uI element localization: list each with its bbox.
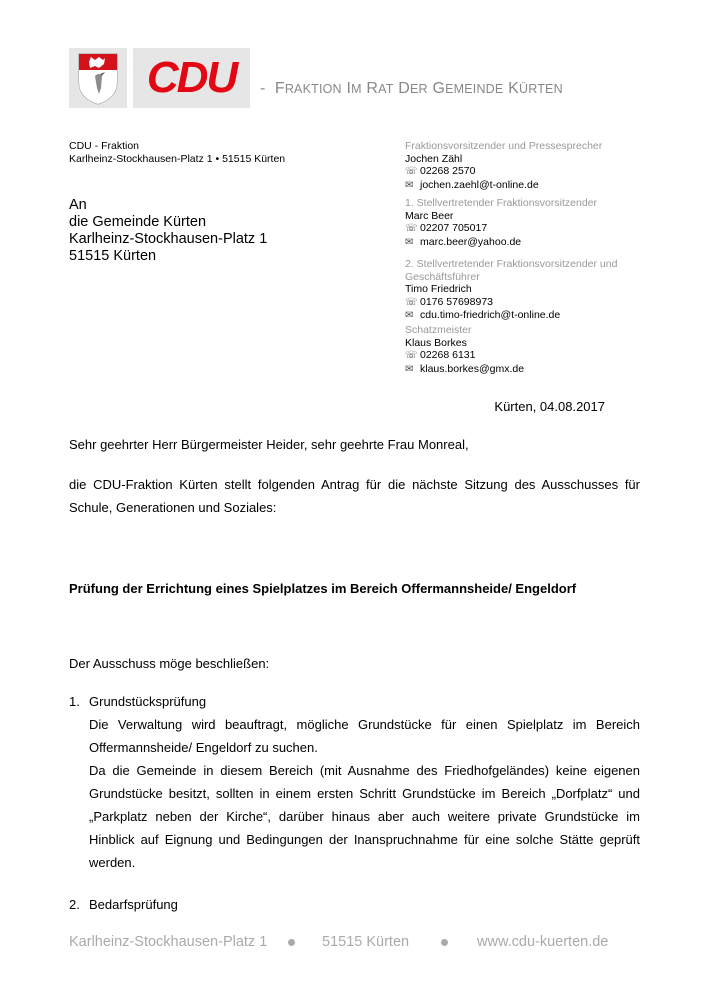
phone-icon: ☏ (405, 296, 418, 308)
list-item-title: Grundstücksprüfung (89, 694, 207, 709)
party-title (260, 80, 563, 98)
contact-role: 1. Stellvertretender Fraktionsvorsitzender (405, 197, 597, 209)
contact-email[interactable]: klaus.borkes@gmx.de (420, 362, 525, 375)
contact-email[interactable]: marc.beer@yahoo.de (420, 235, 522, 248)
contact-email[interactable]: jochen.zaehl@t-online.de (420, 178, 539, 191)
sender-line-1: CDU - Fraktion (69, 140, 140, 152)
subject-line: Prüfung der Errichtung eines Spielplatzes im Bereich Offermannsheide/ Engeldorf (69, 581, 577, 596)
list-item-number: 2. (69, 897, 80, 912)
contact-block (405, 140, 602, 192)
contact-name: Marc Beer (405, 209, 454, 222)
envelope-icon: ✉ (405, 310, 414, 321)
phone-icon: ☏ (405, 223, 418, 234)
list-item-paragraph: Da die Gemeinde in diesem Bereich (mit Ausnahme des Friedhofgeländes) keine eigenen Grundstücke besitzt, sollten in einem ersten Schritt Grundstücke im Bereich „Dorfplatz“ und „Parkplatz neben der Kirche“, darüber hinaus aber auch weitere private Grundstücke im Hinblick auf Eignung und Bedingungen der Inanspruchnahme für eine solche Stätte geprüft werden. (89, 763, 640, 870)
coat-of-arms-icon (69, 48, 127, 108)
phone-icon: ☏ (405, 350, 418, 361)
intro-paragraph: die CDU-Fraktion Kürten stellt folgenden Antrag für die nächste Sitzung des Ausschusses für Schule, Generationen und Soziales: (69, 477, 640, 515)
contact-role-continued: Geschäftsführer (405, 270, 480, 283)
title-text: FRAKTION IM RAT DER GEMEINDE KÜRTEN (274, 80, 563, 97)
contact-block (405, 324, 524, 376)
recipient-line-1: An (69, 197, 87, 213)
title-prefix: - (260, 80, 266, 97)
recipient-address (69, 197, 267, 265)
contact-name: Klaus Borkes (405, 336, 467, 349)
contact-phone: 0176 57698973 (420, 295, 493, 308)
contact-role: 2. Stellvertretender Fraktionsvorsitzender und (405, 258, 618, 270)
footer-address: Karlheinz-Stockhausen-Platz 1 (69, 934, 268, 950)
contact-name: Timo Friedrich (405, 283, 472, 295)
cdu-logo-text: CDU (146, 53, 237, 102)
envelope-icon: ✉ (405, 236, 414, 248)
coat-of-arms-logo (69, 48, 127, 108)
bullet-dot-icon (441, 939, 448, 946)
recipient-line-2: die Gemeinde Kürten (69, 214, 207, 230)
letter-date: Kürten, 04.08.2017 (494, 399, 605, 414)
recipient-line-3: Karlheinz-Stockhausen-Platz 1 (69, 231, 268, 247)
contact-phone: 02207 705017 (420, 222, 488, 234)
list-item-body (89, 713, 640, 874)
contact-phone: 02268 6131 (420, 349, 476, 361)
envelope-icon: ✉ (405, 179, 414, 191)
contact-email[interactable]: cdu.timo-friedrich@t-online.de (420, 309, 561, 321)
sender-line-2: Karlheinz-Stockhausen-Platz 1 • 51515 Kürten (69, 153, 286, 165)
recipient-line-4: 51515 Kürten (69, 248, 157, 264)
contact-block (405, 197, 597, 249)
resolution-intro: Der Ausschuss möge beschließen: (69, 656, 270, 671)
bullet-dot-icon (288, 939, 295, 946)
list-item-number: 1. (69, 694, 80, 709)
footer-city: 51515 Kürten (322, 934, 410, 950)
contact-phone: 02268 2570 (420, 165, 476, 177)
list-item-paragraph: Die Verwaltung wird beauftragt, mögliche Grundstücke für einen Spielplatz im Bereich Offermannsheide/ Engeldorf zu suchen. (89, 717, 640, 755)
contact-role: Schatzmeister (405, 324, 472, 336)
contact-name: Jochen Zähl (405, 152, 463, 165)
footer-website[interactable]: www.cdu-kuerten.de (477, 934, 609, 950)
list-item-title: Bedarfsprüfung (89, 897, 178, 912)
cdu-logo (133, 48, 250, 108)
envelope-icon: ✉ (405, 363, 414, 375)
salutation: Sehr geehrter Herr Bürgermeister Heider, sehr geehrte Frau Monreal, (69, 437, 469, 452)
phone-icon: ☏ (405, 166, 418, 177)
contact-role: Fraktionsvorsitzender und Pressesprecher (405, 140, 603, 152)
contact-block (405, 258, 617, 323)
